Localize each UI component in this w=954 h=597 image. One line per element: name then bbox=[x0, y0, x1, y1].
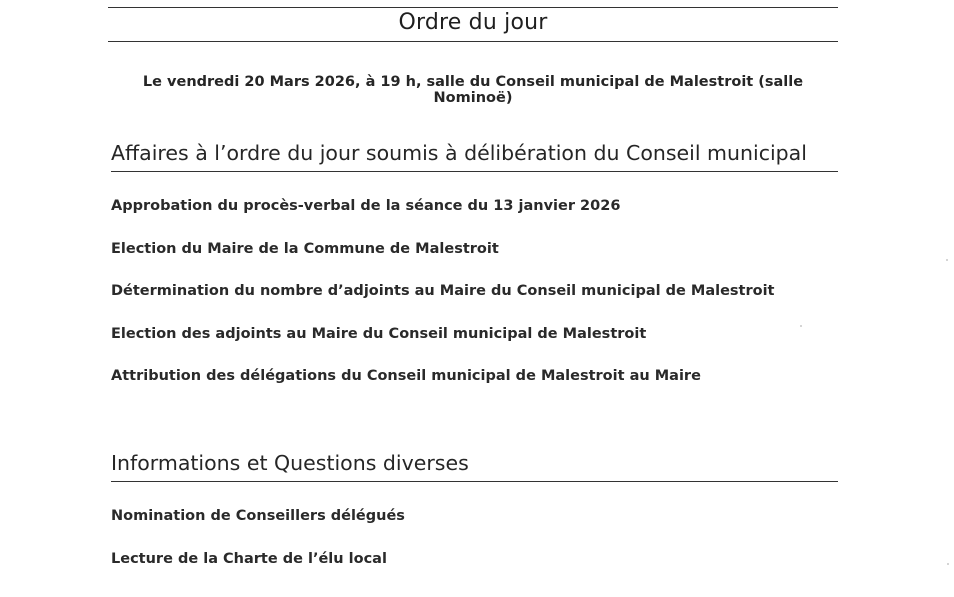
scan-speck bbox=[946, 259, 948, 261]
agenda-item: Approbation du procès-verbal de la séance du 13 janvier 2026 bbox=[111, 198, 621, 214]
agenda-item: Détermination du nombre d’adjoints au Maire du Conseil municipal de Malestroit bbox=[111, 283, 775, 300]
scan-speck bbox=[947, 563, 949, 565]
agenda-item: Attribution des délégations du Conseil municipal de Malestroit au Maire bbox=[111, 368, 701, 385]
section-heading-informations: Informations et Questions diverses bbox=[111, 451, 469, 475]
title-top-rule bbox=[108, 7, 838, 8]
page-title: Ordre du jour bbox=[398, 10, 548, 35]
title-bottom-rule bbox=[108, 41, 838, 42]
meeting-date-location: Le vendredi 20 Mars 2026, à 19 h, salle du Conseil municipal de Malestroit (salle Nominoë) bbox=[142, 74, 804, 106]
agenda-item: Lecture de la Charte de l’élu local bbox=[111, 550, 387, 567]
agenda-list-deliberation bbox=[111, 197, 774, 410]
scan-speck bbox=[800, 325, 802, 327]
section-heading-deliberation: Affaires à l’ordre du jour soumis à délibération du Conseil municipal bbox=[111, 141, 807, 165]
agenda-list-informations bbox=[111, 507, 405, 592]
agenda-item: Election des adjoints au Maire du Conseil municipal de Malestroit bbox=[111, 325, 647, 342]
section-rule-informations bbox=[111, 481, 838, 482]
section-rule-deliberation bbox=[111, 171, 838, 172]
agenda-item: Nomination de Conseillers délégués bbox=[111, 508, 405, 524]
agenda-item: Election du Maire de la Commune de Malestroit bbox=[111, 240, 499, 257]
